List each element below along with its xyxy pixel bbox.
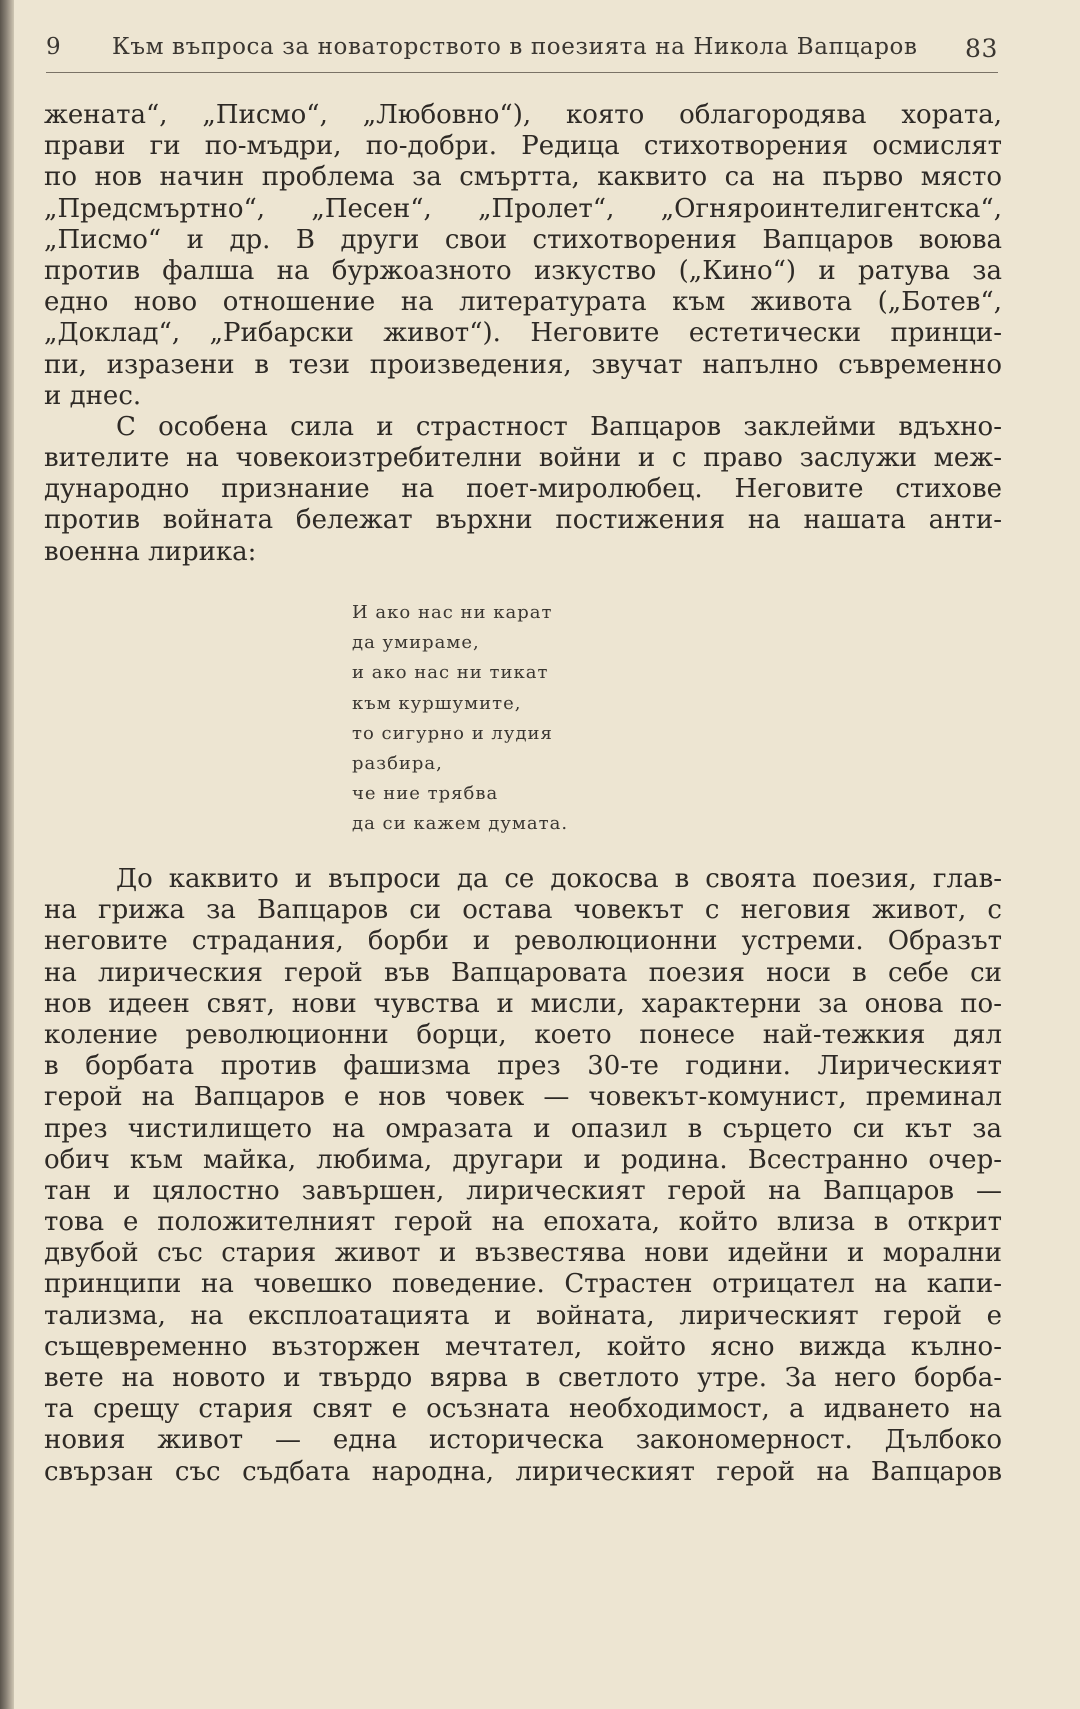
text-line: по нов начин проблема за смъртта, каквито са на първо място [44,162,1002,193]
text-line: едно ново отношение на литературата към живота („Ботев“, [44,287,1002,318]
text-line: коление революционни борци, което понесе най-тежкия дял [44,1019,1002,1050]
text-line: „Предсмъртно“, „Песен“, „Пролет“, „Огняроинтелигентска“, [44,193,1002,224]
text-line: До каквито и въпроси да се докосва в своята поезия, глав- [116,864,1002,894]
text-line: герой на Вапцаров е нов човек — човекът-комунист, преминал [44,1082,1002,1113]
poem-line: разбира, [352,752,443,774]
book-binding-edge [0,0,14,1709]
paragraph-continuation [44,100,1002,568]
text-line: тализма, на експлоатацията и войната, лирическият герой е [44,1300,1002,1331]
text-line: против войната бележат върхни постижения на нашата анти- [44,505,1002,536]
text-line: на лирическия герой във Вапцаровата поезия носи в себе си [44,957,1002,988]
text-line: „Писмо“ и др. В други свои стихотворения Вапцаров воюва [44,224,1002,255]
text-line: двубой със стария живот и възвестява нови идейни и морални [44,1238,1002,1269]
text-line: прави ги по-мъдри, по-добри. Редица стихотворения осмислят [44,131,1002,162]
poem-line: И ако нас ни карат [352,602,553,623]
text-line: та срещу стария свят е осъзната необходимост, а идването на [44,1394,1002,1425]
text-line: и днес. [44,380,142,411]
text-line: свързан със съдбата народна, лирическият герой на Вапцаров [44,1456,1002,1487]
text-line: това е положителният герой на епохата, който влиза в открит [44,1207,1002,1238]
chapter-number: 9 [46,34,62,60]
text-line: на грижа за Вапцаров си остава човекът с неговия живот, с [44,895,1002,926]
text-line: в борбата против фашизма през 30-те години. Лирическият [44,1051,1002,1082]
text-line: военна лирика: [44,536,257,567]
text-line: същевременно възторжен мечтател, който ясно вижда кълно- [44,1331,1002,1362]
text-line: жената“, „Писмо“, „Любовно“), която облагородява хората, [44,100,1002,130]
poem-line: то сигурно и лудия [352,722,553,744]
poem-line: към куршумите, [352,692,522,714]
poem-quote [352,598,772,840]
poem-line: да умираме, [352,632,480,654]
text-line: тан и цялостно завършен, лирическият герой на Вапцаров — [44,1175,1002,1206]
text-line: С особена сила и страстност Вапцаров заклейми вдъхно- [116,411,1002,442]
text-line: вете на новото и твърдо вярва в светлото утре. За него борба- [44,1363,1002,1393]
text-line: неговите страдания, борби и революционни устреми. Образът [44,926,1002,957]
text-line: вителите на човекоизтребителни войни и с право заслужи меж- [44,443,1002,474]
running-title: Към въпроса за новаторството в поезията на Никола Вапцаров [112,34,918,60]
poem-line: да си кажем думата. [352,813,569,835]
page-number: 83 [964,34,998,63]
text-line: против фалша на буржоазното изкуство („Кино“) и ратува за [44,255,1002,286]
text-line: новия живот — една историческа закономерност. Дълбоко [44,1425,1002,1456]
text-line: дународно признание на поет-миролюбец. Неговите стихове [44,474,1002,505]
text-line: „Доклад“, „Рибарски живот“). Неговите естетически принци- [44,318,1002,349]
running-header [46,34,998,68]
poem-line: и ако нас ни тикат [352,662,549,684]
book-page [14,0,1080,1709]
paragraph-lyrical-hero [44,864,1002,1488]
text-line: принципи на човешко поведение. Страстен отрицател на капи- [44,1269,1002,1300]
text-line: нов идеен свят, нови чувства и мисли, характерни за онова по- [44,988,1002,1019]
text-line: пи, изразени в тези произведения, звучат напълно съвременно [44,349,1002,380]
header-rule [46,72,998,73]
text-line: обич към майка, любима, другари и родина. Всестранно очер- [44,1144,1002,1175]
text-line: през чистилището на омразата и опазил в сърцето си кът за [44,1113,1002,1144]
poem-line: че ние трябва [352,783,499,805]
